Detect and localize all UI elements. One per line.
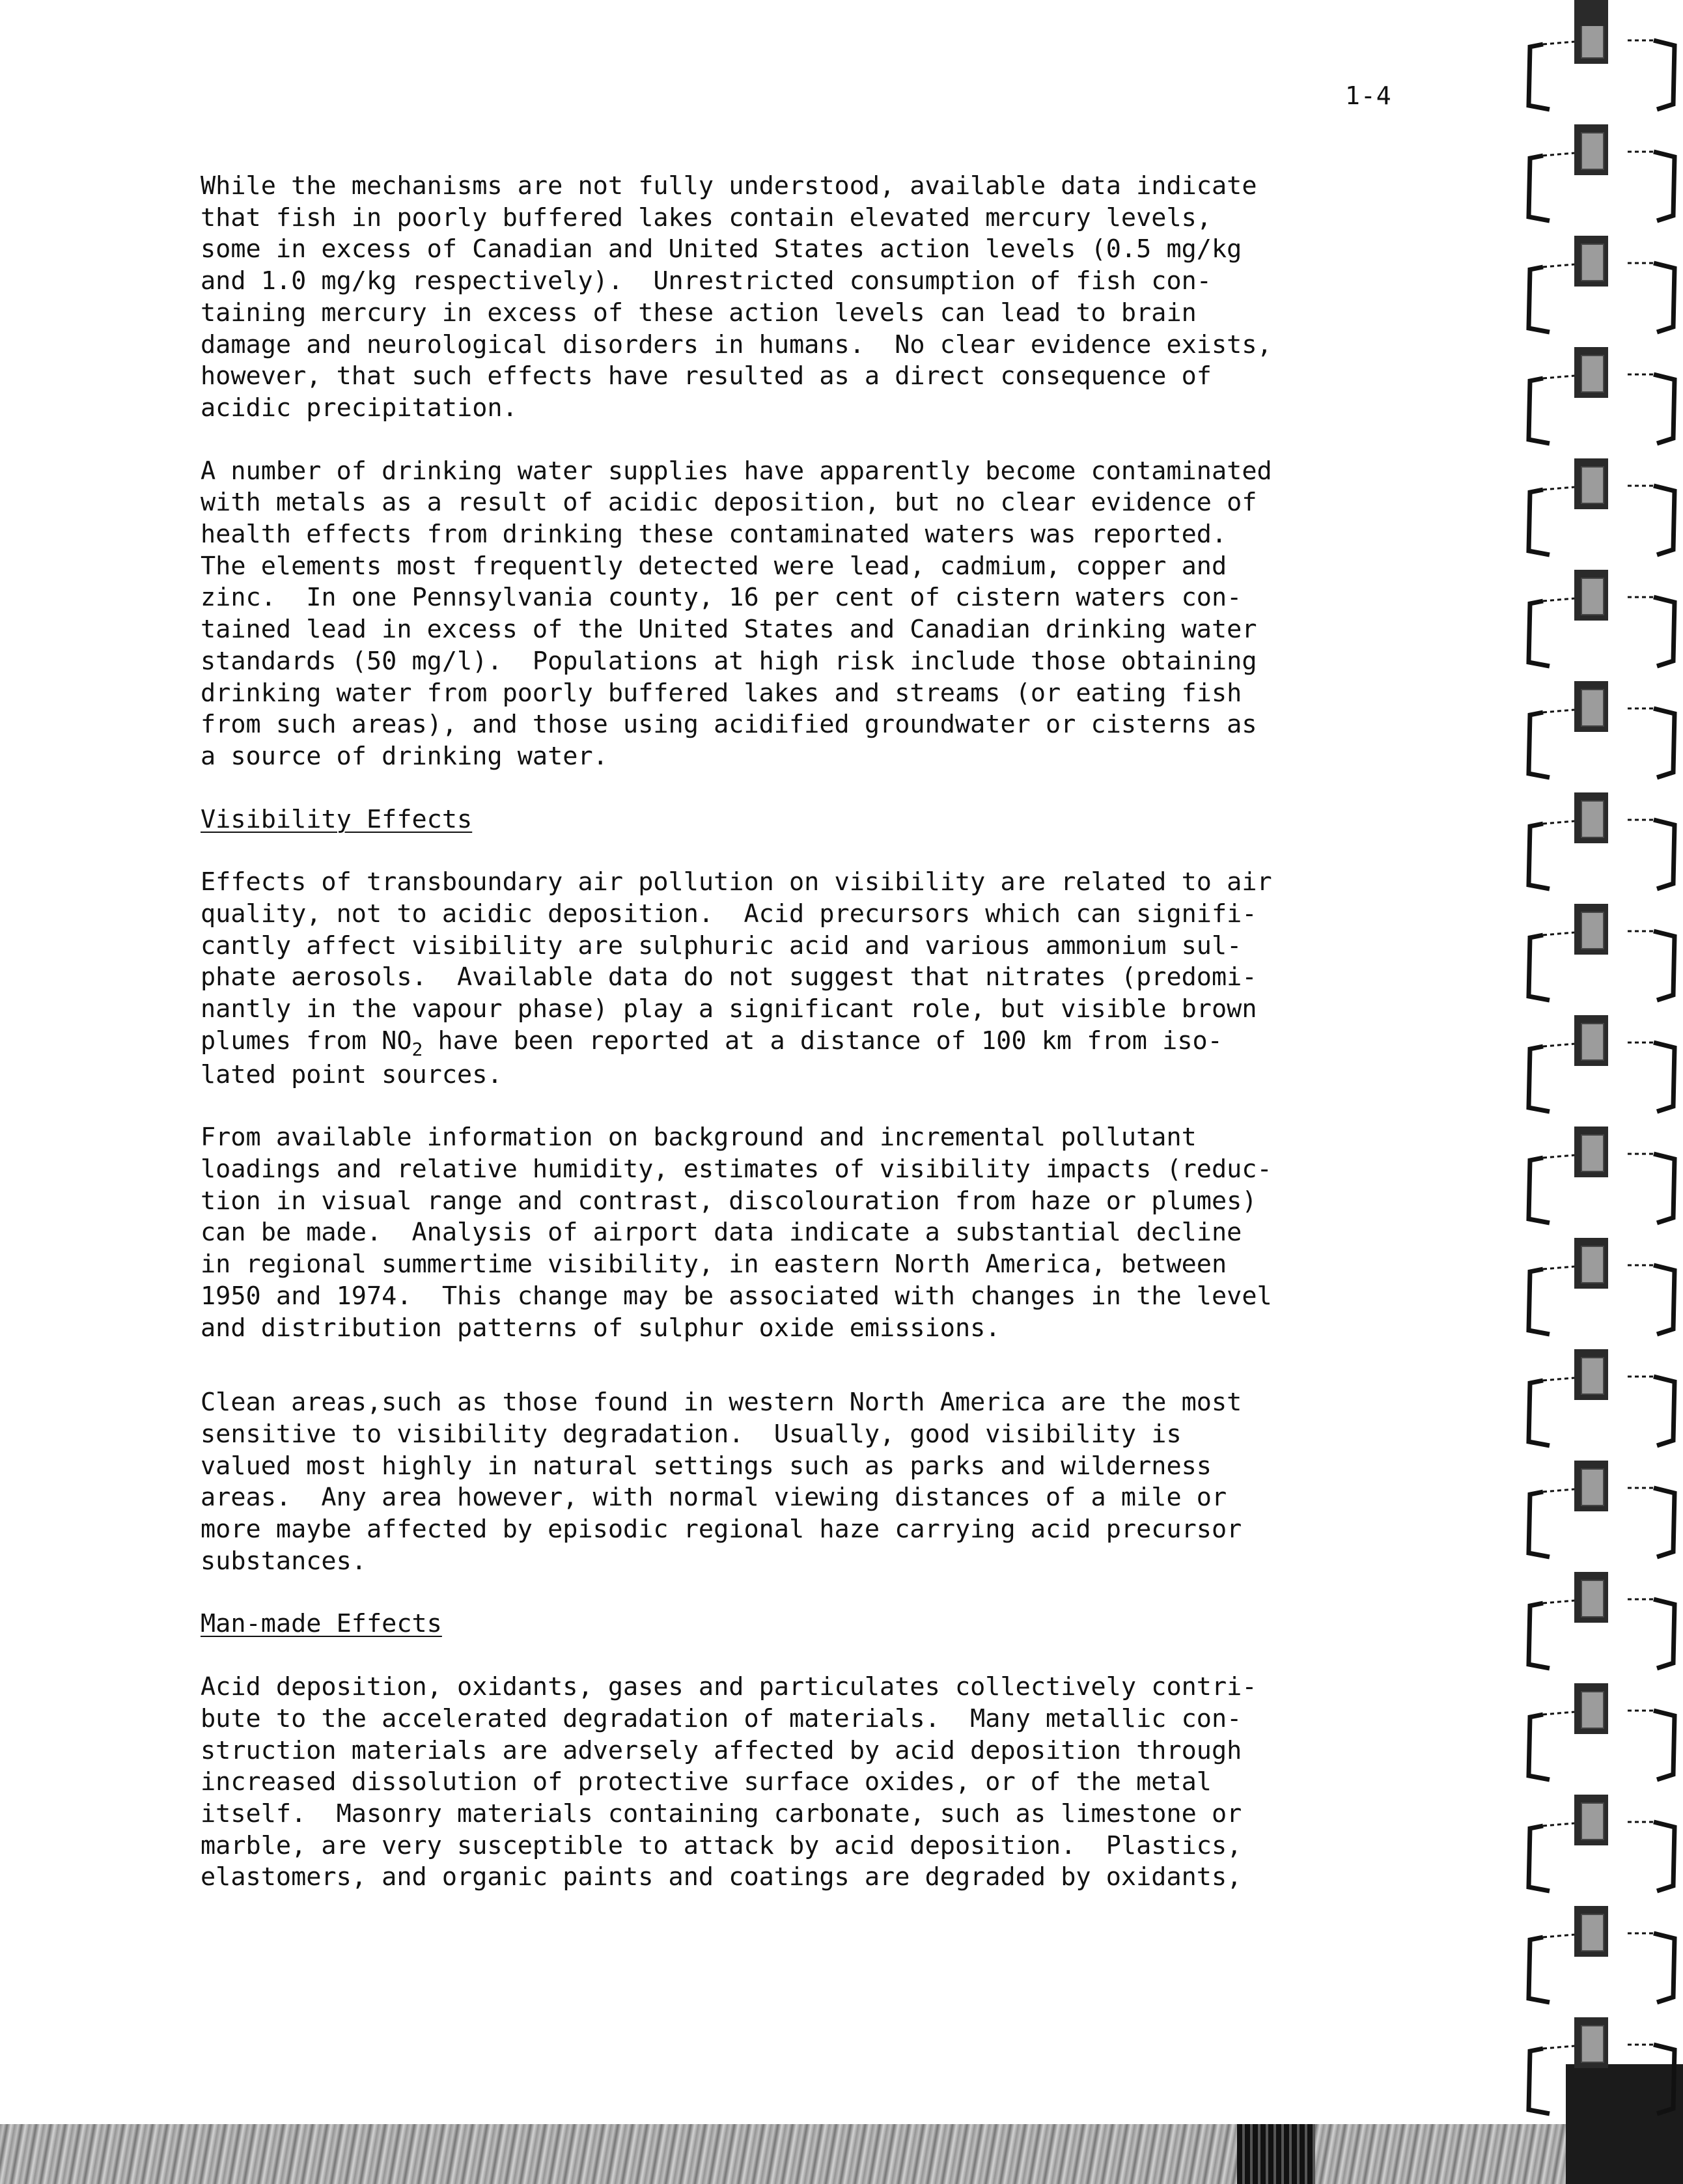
text-line: While the mechanisms are not fully understood, available data indicate — [201, 171, 1257, 201]
binding-ring — [1523, 1480, 1680, 1561]
text-line: substances. — [201, 1546, 367, 1576]
text-line: and distribution patterns of sulphur oxide emissions. — [201, 1313, 1001, 1343]
document-body — [201, 171, 1346, 1894]
text-line: areas. Any area however, with normal viewing distances of a mile or — [201, 1483, 1227, 1513]
text-line: health effects from drinking these contaminated waters was reported. — [201, 520, 1227, 550]
text-line: The elements most frequently detected were lead, cadmium, copper and — [201, 551, 1227, 581]
no2-subscript: 2 — [411, 1038, 423, 1060]
text-line: with metals as a result of acidic deposition, but no clear evidence of — [201, 488, 1257, 518]
binding-ring — [1523, 812, 1680, 893]
binding-ring — [1523, 367, 1680, 448]
text-line: and 1.0 mg/kg respectively). Unrestricted consumption of fish con- — [201, 266, 1212, 296]
text-line: bute to the accelerated degradation of materials. Many metallic con- — [201, 1703, 1242, 1733]
paragraph-mercury — [201, 171, 1346, 425]
text-line: acidic precipitation. — [201, 393, 518, 423]
text-line: elastomers, and organic paints and coatings are degraded by oxidants, — [201, 1862, 1242, 1892]
binding-ring — [1523, 1703, 1680, 1784]
binding-ring — [1523, 1591, 1680, 1673]
binding-ring — [1523, 1257, 1680, 1339]
binding-ring — [1523, 923, 1680, 1005]
text-line: cantly affect visibility are sulphuric acid and various ammonium sul- — [201, 931, 1242, 960]
text-line-no2 — [201, 1026, 1346, 1059]
paragraph-visibility-estimates — [201, 1122, 1346, 1344]
text-line: a source of drinking water. — [201, 741, 608, 771]
binding-ring — [1523, 478, 1680, 559]
paragraph-clean-areas — [201, 1387, 1346, 1577]
section-heading-visibility: Visibility Effects — [201, 804, 473, 834]
scan-shadow-dark-patch — [1237, 2124, 1315, 2184]
text-line: Acid deposition, oxidants, gases and particulates collectively contri- — [201, 1672, 1257, 1702]
scan-shadow-bottom — [0, 2124, 1683, 2184]
text-line: in regional summertime visibility, in eastern North America, between — [201, 1250, 1227, 1280]
binding-top-cap — [1574, 0, 1608, 26]
binding-ring — [1523, 144, 1680, 225]
text-line: can be made. Analysis of airport data indicate a substantial decline — [201, 1218, 1242, 1248]
text-line: damage and neurological disorders in humans. No clear evidence exists, — [201, 329, 1272, 359]
text-line: 1950 and 1974. This change may be associated with changes in the level — [201, 1281, 1272, 1311]
text-line: however, that such effects have resulted as a direct consequence of — [201, 361, 1212, 391]
no2-text-after: have been reported at a distance of 100 km from iso- — [423, 1026, 1223, 1056]
binding-ring — [1523, 2037, 1680, 2118]
text-line: A number of drinking water supplies have apparently become contaminated — [201, 456, 1272, 486]
text-line: struction materials are adversely affected by acid deposition through — [201, 1735, 1242, 1765]
text-line: Clean areas,such as those found in western North America are the most — [201, 1388, 1242, 1418]
binding-ring — [1523, 1814, 1680, 1896]
text-line: quality, not to acidic deposition. Acid precursors which can signifi- — [201, 899, 1257, 929]
text-line: marble, are very susceptible to attack by acid deposition. Plastics, — [201, 1830, 1242, 1860]
page-number: 1-4 — [1345, 81, 1392, 110]
text-line: phate aerosols. Available data do not suggest that nitrates (predomi- — [201, 962, 1257, 992]
text-line: lated point sources. — [201, 1059, 503, 1089]
text-line: from such areas), and those using acidified groundwater or cisterns as — [201, 710, 1257, 740]
binding-ring — [1523, 1146, 1680, 1227]
text-line: itself. Masonry materials containing carbonate, such as limestone or — [201, 1799, 1242, 1828]
text-line: that fish in poorly buffered lakes contain elevated mercury levels, — [201, 203, 1212, 232]
no2-text-before: plumes from NO — [201, 1026, 412, 1056]
text-line: nantly in the vapour phase) play a significant role, but visible brown — [201, 994, 1257, 1024]
text-line: drinking water from poorly buffered lakes and streams (or eating fish — [201, 678, 1242, 708]
text-line: taining mercury in excess of these action levels can lead to brain — [201, 298, 1197, 328]
section-heading-manmade: Man-made Effects — [201, 1609, 442, 1639]
text-line: sensitive to visibility degradation. Usually, good visibility is — [201, 1419, 1182, 1449]
text-line: From available information on background and incremental pollutant — [201, 1123, 1197, 1153]
text-line: valued most highly in natural settings such as parks and wilderness — [201, 1451, 1212, 1481]
text-line: tained lead in excess of the United States and Canadian drinking water — [201, 615, 1257, 645]
binding-ring — [1523, 1369, 1680, 1450]
text-line: tion in visual range and contrast, discolouration from haze or plumes) — [201, 1186, 1257, 1216]
text-line: more maybe affected by episodic regional haze carrying acid precursor — [201, 1515, 1242, 1545]
text-line: standards (50 mg/l). Populations at high risk include those obtaining — [201, 646, 1257, 676]
binding-ring — [1523, 589, 1680, 671]
binding-ring — [1523, 701, 1680, 782]
binding-ring — [1523, 1035, 1680, 1116]
binding-ring — [1523, 33, 1680, 114]
paragraph-manmade-effects — [201, 1672, 1346, 1894]
paragraph-drinking-water — [201, 456, 1346, 773]
text-line: Effects of transboundary air pollution on visibility are related to air — [201, 867, 1272, 897]
text-line: loadings and relative humidity, estimates of visibility impacts (reduc- — [201, 1154, 1272, 1184]
text-line: increased dissolution of protective surface oxides, or of the metal — [201, 1767, 1212, 1797]
text-line: some in excess of Canadian and United States action levels (0.5 mg/kg — [201, 234, 1242, 264]
binding-ring — [1523, 255, 1680, 337]
text-line: zinc. In one Pennsylvania county, 16 per cent of cistern waters con- — [201, 583, 1242, 613]
binding-ring — [1523, 1925, 1680, 2007]
paragraph-visibility-effects — [201, 867, 1346, 1091]
